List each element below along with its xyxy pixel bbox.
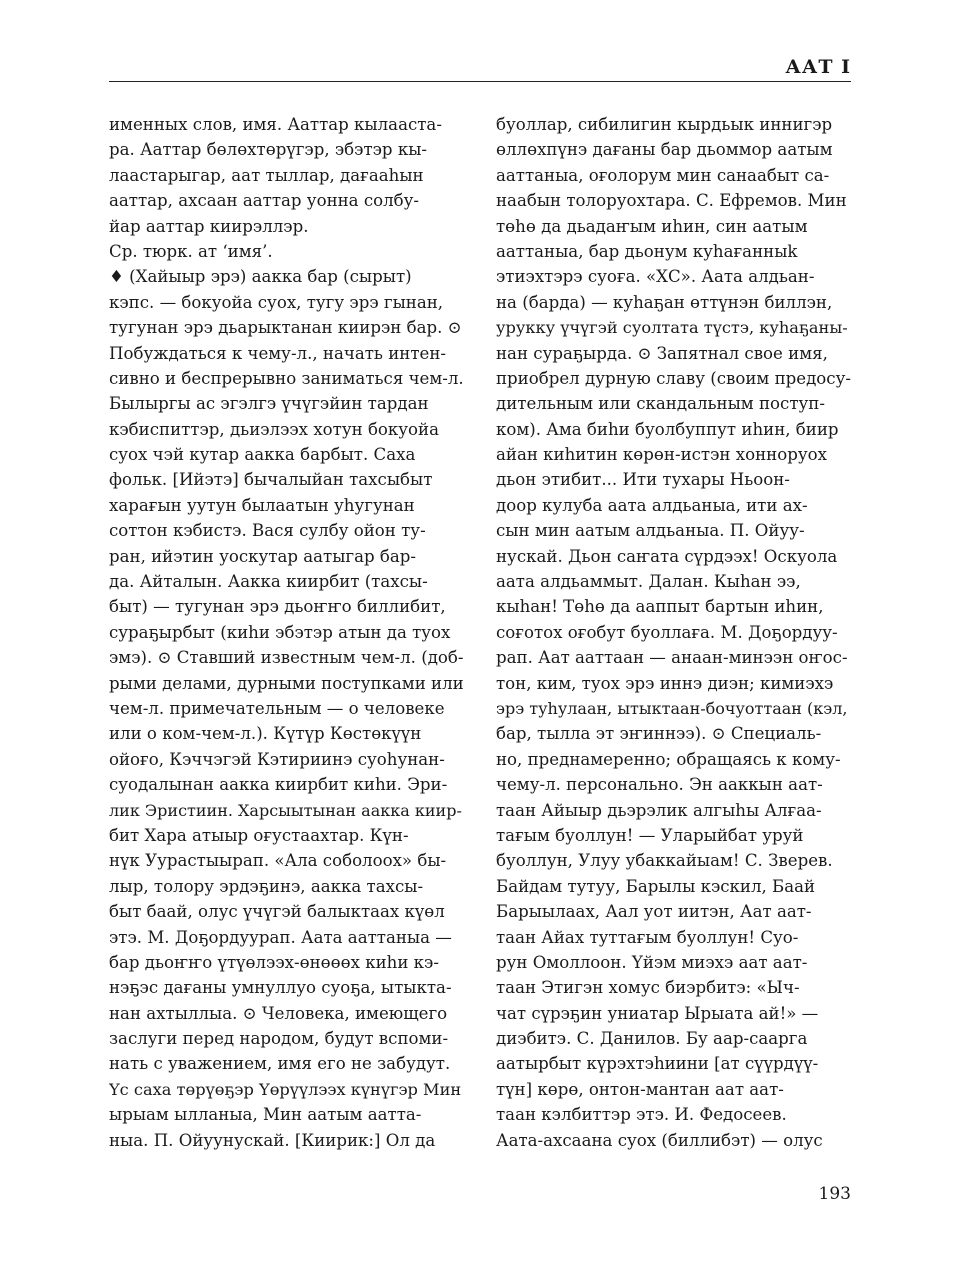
- text-line: Үс саха төрүөҕэр Үөрүүлээх күнүгэр Мин: [109, 1079, 462, 1099]
- text-line: диэбитэ. С. Данилов. Бу аар-саарга: [496, 1029, 808, 1049]
- text-line: аата алдьаммыт. Далан. Кыһан ээ,: [496, 572, 801, 592]
- text-line: ааттаныа, оғолорум мин санаабыт са-: [496, 165, 830, 185]
- text-line: ойоғо, Кэччэгэй Кэтириинэ суоһунан-: [109, 749, 445, 769]
- text-line: Былыргы ас эгэлгэ үчүгэйин тардан: [109, 394, 429, 414]
- text-line: сураҕырбыт (киһи эбэтэр атын да туох: [109, 622, 451, 642]
- text-line: эмэ). ⊙ Ставший известным чем-л. (доб-: [109, 648, 464, 668]
- text-line: буоллун, Улуу убаккайыам! С. Зверев.: [496, 851, 833, 871]
- text-line: быт) — тугунан эрэ дьоҥҥо биллибит,: [109, 597, 446, 617]
- text-line: дительным или скандальным поступ-: [496, 394, 825, 414]
- text-line: сивно и беспрерывно заниматься чем-л.: [109, 368, 464, 388]
- text-line: ырыам ылланыа, Мин аатым аатта-: [109, 1105, 422, 1125]
- text-line: нэҕэс дағаны умнуллуо суоҕа, ытыкта-: [109, 978, 452, 998]
- text-line: суодалынан аакка киирбит киһи. Эри-: [109, 775, 448, 795]
- text-line: төһө да дьадаҥым иһин, син аатым: [496, 216, 808, 236]
- text-line: рап. Аат ааттаан — анаан-минээн оҥос-: [496, 648, 848, 668]
- right-column: [496, 112, 851, 1153]
- text-line: айан киһитин көрөн-истэн хонноруох: [496, 445, 827, 465]
- left-column: [109, 112, 464, 1153]
- text-line: бар, тылла эт эҥиннээ). ⊙ Специаль-: [496, 724, 822, 744]
- text-line: лыр, толору эрдэҕинэ, аакка тахсы-: [109, 876, 424, 896]
- text-line: урукку үчүгэй суолтата түстэ, куһаҕаны-: [496, 318, 848, 338]
- text-line: ♦ (Хайыыр эрэ) аакка бар (сырыт): [109, 267, 412, 287]
- text-line: ра. Ааттар бөлөхтөрүгэр, эбэтэр кы-: [109, 140, 428, 160]
- text-line: Байдам тутуу, Барылы кэскил, Баай: [496, 876, 816, 896]
- text-line: ком). Ама биһи буолбуппут иһин, биир: [496, 419, 839, 439]
- text-line: Побуждаться к чему-л., начать интен-: [109, 343, 447, 363]
- text-line: наабын толоруохтара. С. Ефремов. Мин: [496, 191, 847, 211]
- text-line: рыми делами, дурными поступками или: [109, 673, 464, 693]
- text-line: харағын уутун былаатын уһугунан: [109, 495, 415, 515]
- text-line: кэбиспиттэр, дьиэлээх хотун бокуойа: [109, 419, 440, 439]
- text-line: Барыылаах, Аал уот иитэн, Аат аат-: [496, 902, 812, 922]
- text-line: нүк Уурастыырап. «Ала соболоох» бы-: [109, 851, 447, 871]
- text-line: түн] көрө, онтон-мантан аат аат-: [496, 1079, 784, 1099]
- text-line: ныа. П. Ойуунускай. [Киирик:] Ол да: [109, 1130, 436, 1150]
- text-line: тугунан эрэ дьарыктанан киирэн бар. ⊙: [109, 318, 462, 338]
- text-line: да. Айталын. Аакка киирбит (тахсы-: [109, 572, 428, 592]
- text-line: ааттаныа, бар дьонум куһағанныk: [496, 241, 798, 261]
- text-line: аатырбыт күрэхтэһиини [ат сүүрдүү-: [496, 1054, 819, 1074]
- text-line: бит Хара атыыр оғустаахтар. Күн-: [109, 825, 409, 845]
- text-line: тағым буоллун! — Уларыйбат уруй: [496, 825, 804, 845]
- text-line: этиэхтэрэ суоға. «ХС». Аата алдьан-: [496, 267, 815, 287]
- header-rule: [109, 81, 851, 82]
- text-line: таан кэлбиттэр этэ. И. Федосеев.: [496, 1105, 787, 1125]
- text-line: таан Айыыр дьэрэлик алгыһы Алғаа-: [496, 800, 822, 820]
- text-line: таан Айах туттағым буоллун! Суо-: [496, 927, 799, 947]
- text-line: тон, ким, туох эрэ иннэ диэн; кимиэхэ: [496, 673, 834, 693]
- text-line: соттон кэбистэ. Вася сулбу ойон ту-: [109, 521, 426, 541]
- text-line: ран, ийэтин уоскутар аатыгар бар-: [109, 546, 417, 566]
- text-line: сын мин аатым алдьаныа. П. Ойуу-: [496, 521, 805, 541]
- text-line: эрэ туһулаан, ытыктаан-бочуоттаан (кэл,: [496, 698, 848, 718]
- text-line: или о ком-чем-л.). Күтүр Көстөкүүн: [109, 724, 422, 744]
- text-line: буоллар, сибилигин кырдьык иннигэр: [496, 115, 833, 134]
- text-line: заслуги перед народом, будут вспоми-: [109, 1029, 449, 1049]
- text-line: өллөхпүнэ дағаны бар дьоммор аатым: [496, 140, 833, 160]
- text-line: таан Этигэн хомус биэрбитэ: «Ыч-: [496, 978, 800, 998]
- text-line: доор кулуба аата алдьаныа, ити ах-: [496, 495, 808, 515]
- text-line: Аата-ахсаана суох (биллибэт) — олус: [496, 1130, 823, 1150]
- text-line: нать с уважением, имя его не забудут.: [109, 1054, 451, 1074]
- text-line: быт баай, олус үчүгэй балыктаах күөл: [109, 902, 445, 922]
- text-line: чат сүрэҕин униатар Ырыата ай!» —: [496, 1003, 819, 1023]
- text-line: этэ. М. Доҕордуурап. Аата ааттаныа —: [109, 927, 452, 947]
- text-line: бар дьоҥҥо үтүөлээх-өнөөөх киһи кэ-: [109, 952, 439, 972]
- text-line: но, преднамеренно; обращаясь к кому-: [496, 749, 841, 769]
- running-header: ААТ I: [785, 56, 851, 78]
- text-line: кэпс. — бокуойа суох, тугу эрэ гынан,: [109, 292, 444, 312]
- text-line: йар ааттар киирэллэр.: [109, 216, 309, 236]
- text-line: соғотох оғобут буоллаға. М. Доҕордуу-: [496, 622, 838, 642]
- text-line: именных слов, имя. Ааттар кылааста-: [109, 115, 442, 134]
- text-line: суох чэй кутар аакка барбыт. Саха: [109, 445, 416, 465]
- text-line: лаастарыгар, аат тыллар, дағааһын: [109, 165, 424, 185]
- text-line: лик Эристиин. Харсыытынан аакка кииp-: [109, 800, 462, 820]
- text-line: Ср. тюрк. ат ‘имя’.: [109, 241, 273, 261]
- page-number: 193: [818, 1184, 851, 1204]
- text-line: чему-л. персонально. Эн ааккын аат-: [496, 775, 823, 795]
- text-line: ааттар, ахсаан ааттар уонна солбу-: [109, 191, 420, 211]
- text-line: нускай. Дьон саҥата сүрдээх! Оскуола: [496, 546, 838, 566]
- text-line: чем-л. примечательным — о человеке: [109, 698, 445, 718]
- text-line: фольк. [Ийэтэ] бычалыйан тахсыбыт: [109, 470, 433, 490]
- text-line: на (барда) — куһаҕан өттүнэн биллэн,: [496, 292, 833, 312]
- text-line: рун Омоллоон. Үйэм миэхэ аат аат-: [496, 952, 808, 972]
- text-line: кыһан! Төһө да ааппыт бартын иһин,: [496, 597, 824, 617]
- text-line: нан сураҕырда. ⊙ Запятнал свое имя,: [496, 343, 828, 363]
- text-line: нан ахтыллыа. ⊙ Человека, имеющего: [109, 1003, 448, 1023]
- text-line: приобрел дурную славу (своим предосу-: [496, 368, 851, 388]
- text-line: дьон этибит... Ити тухары Ньоон-: [496, 470, 790, 490]
